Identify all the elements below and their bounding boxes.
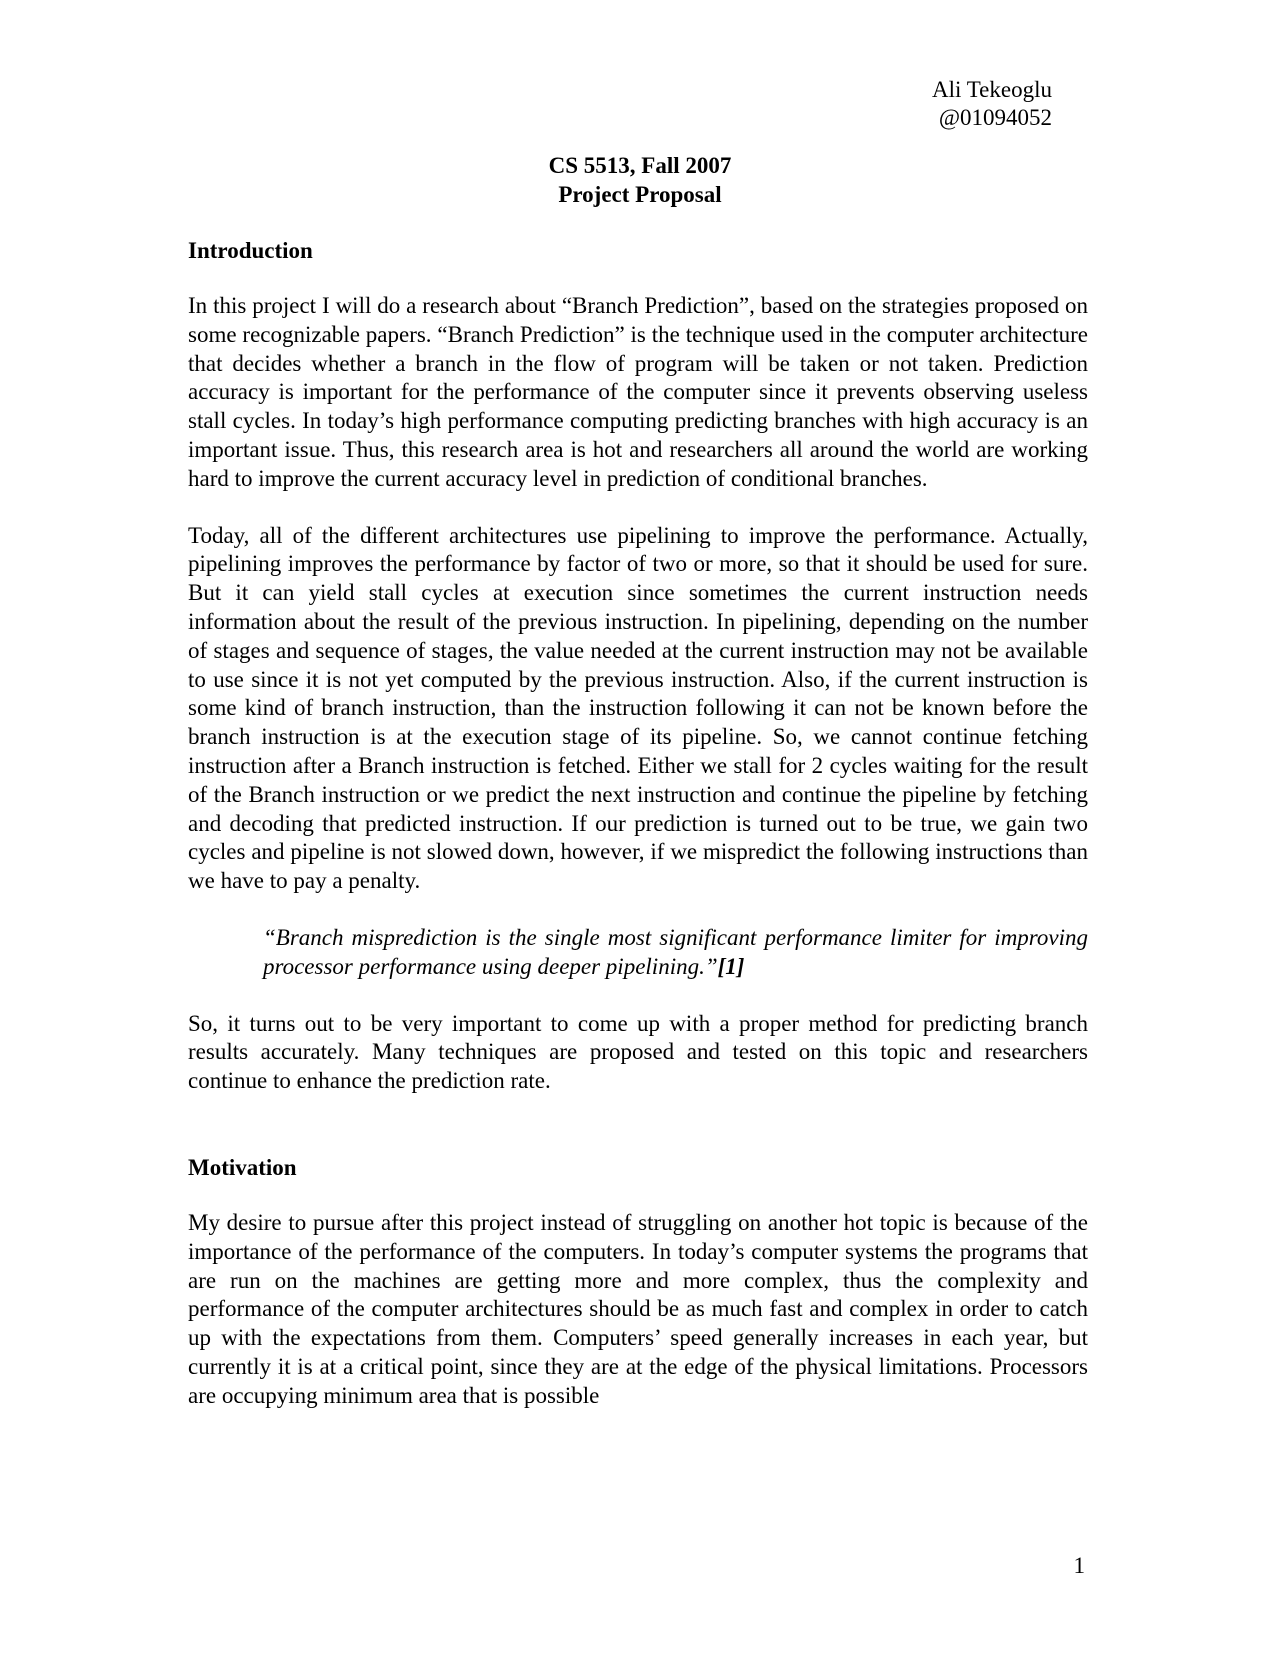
introduction-paragraph-2: Today, all of the different architectures use pipelining to improve the performance. Actually, pipelining improves the performance by factor of two or more, so that it should be used for sure. But it can yield stall cycles at execution since sometimes the current instruction needs information about the result of the previous instruction. In pipelining, depending on the number of stages and sequence of stages, the value needed at the current instruction may not be available to use since it is not yet computed by the previous instruction. Also, if the current instruction is some kind of branch instruction, than the instruction following it can not be known before the branch instruction is at the execution stage of its pipeline. So, we cannot continue fetching instruction after a Branch instruction is fetched. Either we stall for 2 cycles waiting for the result of the Branch instruction or we predict the next instruction and continue the pipeline by fetching and decoding that predicted instruction. If our prediction is turned out to be true, we gain two cycles and pipeline is not slowed down, however, if we mispredict the following instructions than we have to pay a penalty. [188, 522, 1088, 894]
author-id: @01094052 [938, 105, 1052, 130]
block-quote [263, 924, 1088, 982]
introduction-closing-paragraph: So, it turns out to be very important to come up with a proper method for predicting branch results accurately. Many techniques are proposed and tested on this topic and researchers continue to enhance the prediction rate. [188, 1010, 1088, 1094]
document-title [0, 151, 1280, 209]
motivation-paragraph-1: My desire to pursue after this project instead of struggling on another hot topic is because of the importance of the performance of the computers. In today’s computer systems the programs that are run on the machines are getting more and more complex, thus the complexity and performance of the computer architectures should be as much fast and complex in order to catch up with the expectations from them. Computers’ speed generally increases in each year, but currently it is at a critical point, since they are at the edge of the physical limitations. Processors are occupying minimum area that is possible [188, 1209, 1088, 1408]
course-title: CS 5513, Fall 2007 [548, 153, 732, 178]
document-body [188, 236, 1088, 1411]
quote-reference: [1] [717, 953, 745, 979]
motivation-heading: Motivation [188, 1154, 297, 1180]
page-number: 1 [1073, 1553, 1085, 1578]
author-name: Ali Tekeoglu [932, 77, 1052, 102]
introduction-heading: Introduction [188, 238, 313, 263]
document-type: Project Proposal [558, 182, 722, 207]
quote-text: “Branch misprediction is the single most significant performance limiter for improving processor performance using deeper pipelining.” [263, 924, 1088, 979]
introduction-paragraph-1: In this project I will do a research about “Branch Prediction”, based on the strategies proposed on some recognizable papers. “Branch Prediction” is the technique used in the computer architecture that decides whether a branch in the flow of program will be taken or not taken. Prediction accuracy is important for the performance of the computer since it prevents observing useless stall cycles. In today’s high performance computing predicting branches with high accuracy is an important issue. Thus, this research area is hot and researchers all around the world are working hard to improve the current accuracy level in prediction of conditional branches. [188, 293, 1088, 491]
author-block [932, 76, 1052, 132]
